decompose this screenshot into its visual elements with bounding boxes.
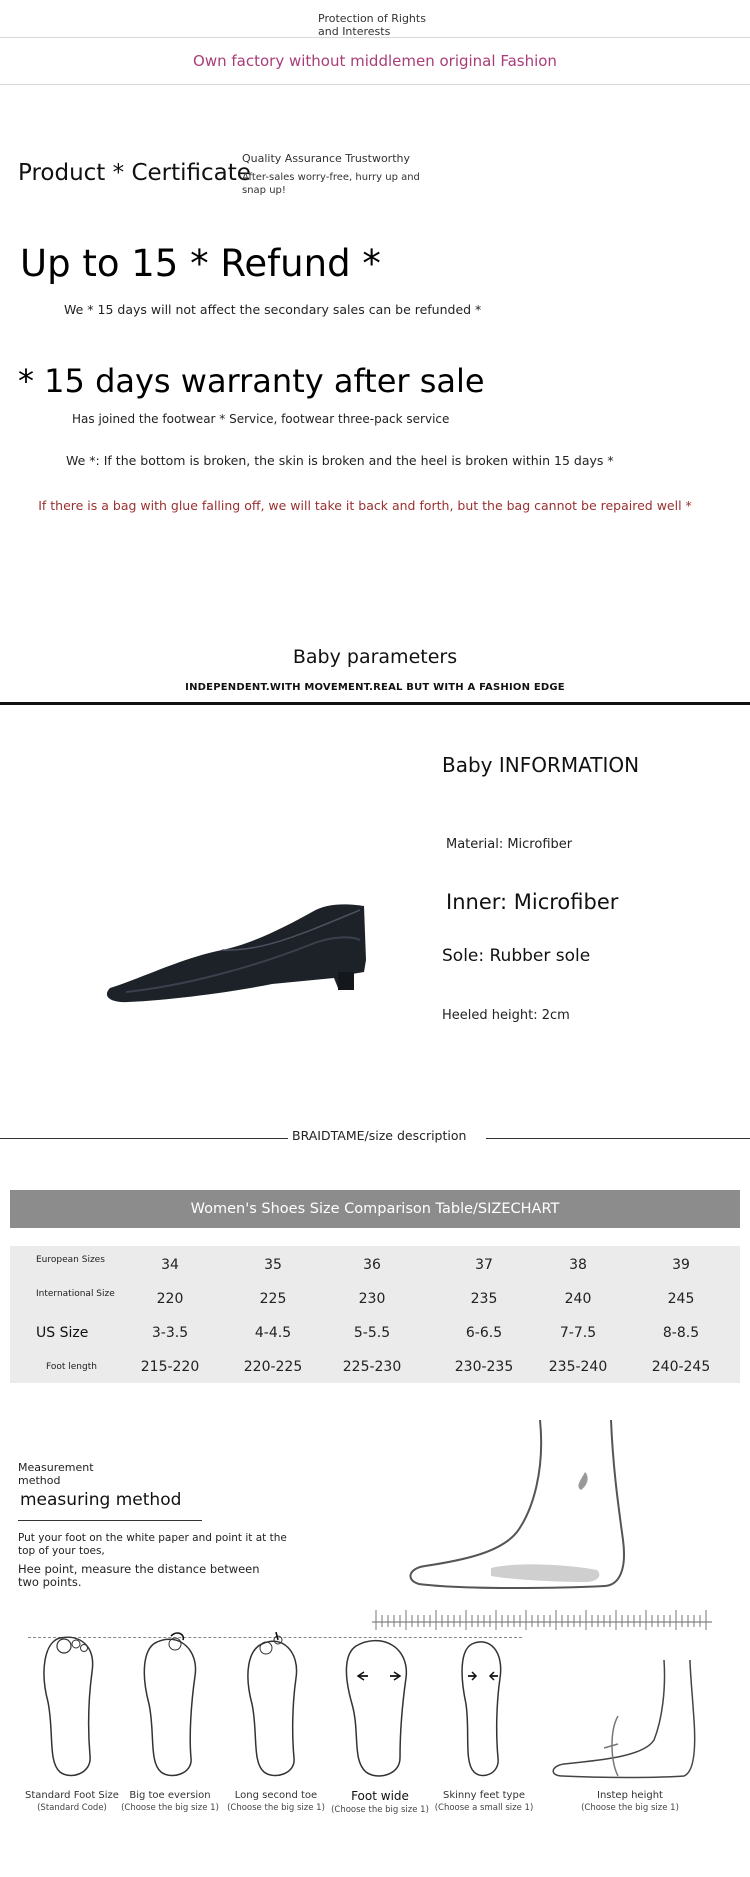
- table-row: [10, 1248, 740, 1282]
- baby-parameters-tagline: INDEPENDENT.WITH MOVEMENT.REAL BUT WITH A FASHION EDGE: [185, 682, 565, 693]
- title-underline: [18, 1520, 202, 1521]
- table-cell: 38: [569, 1257, 587, 1273]
- table-cell: 4-4.5: [254, 1325, 292, 1341]
- foot-type-standard: [22, 1790, 122, 1814]
- foot-type-name: Long second toe: [234, 1790, 318, 1801]
- after-sales-text: After-sales worry-free, hurry up and snap up!: [242, 172, 420, 196]
- foot-type-big-toe: [120, 1790, 220, 1814]
- table-cell: 225-230: [342, 1359, 402, 1375]
- table-cell: 230: [358, 1291, 386, 1307]
- foot-type-name: Foot wide: [351, 1789, 409, 1803]
- table-cell: 37: [475, 1257, 493, 1273]
- warranty-note: We *: If the bottom is broken, the skin is broken and the heel is broken within 15 days *: [66, 453, 614, 468]
- foot-wide-icon: [340, 1632, 420, 1782]
- foot-side-illustration: [405, 1420, 645, 1590]
- foot-type-second-toe: [226, 1790, 326, 1814]
- foot-type-note: (Choose a small size 1): [434, 1803, 534, 1813]
- info-sole: Sole: Rubber sole: [442, 946, 591, 966]
- size-divider: [0, 1138, 288, 1139]
- row-label: European Sizes: [36, 1255, 105, 1265]
- foot-type-name: Instep height: [597, 1790, 663, 1801]
- info-heel: Heeled height: 2cm: [442, 1008, 570, 1023]
- table-cell: 240-245: [651, 1359, 711, 1375]
- standard-foot-icon: [30, 1632, 110, 1782]
- foot-type-note: (Choose the big size 1): [227, 1803, 325, 1813]
- header-divider: [0, 84, 750, 85]
- measurement-label: [18, 1461, 94, 1487]
- table-cell: 235: [470, 1291, 498, 1307]
- table-cell: 35: [264, 1257, 282, 1273]
- quality-assurance-text: Quality Assurance Trustworthy: [242, 152, 410, 165]
- baby-parameters-title: Baby parameters: [292, 646, 458, 668]
- foot-type-wide: [330, 1790, 430, 1816]
- warranty-title: * 15 days warranty after sale: [18, 362, 485, 400]
- table-cell: 230-235: [454, 1359, 514, 1375]
- refund-note: We * 15 days will not affect the secondary sales can be refunded *: [64, 302, 482, 317]
- measuring-step: Hee point, measure the distance between two points.: [18, 1562, 260, 1589]
- skinny-foot-icon: [444, 1632, 524, 1782]
- table-cell: 225: [259, 1291, 287, 1307]
- header-title: [318, 12, 426, 38]
- measurement-label-line: method: [18, 1474, 61, 1487]
- table-cell: 5-5.5: [353, 1325, 391, 1341]
- foot-type-note: (Standard Code): [37, 1803, 107, 1813]
- ruler-icon: [372, 1600, 712, 1636]
- shoe-image: [102, 888, 382, 1018]
- measuring-step: Put your foot on the white paper and point it at the top of your toes,: [18, 1532, 287, 1557]
- info-material: Material: Microfiber: [446, 837, 573, 852]
- table-cell: 8-8.5: [662, 1325, 700, 1341]
- table-row: [10, 1282, 740, 1316]
- header-subtitle: Own factory without middlemen original Fashion: [193, 52, 557, 70]
- warranty-note: Has joined the footwear * Service, footwear three-pack service: [72, 412, 450, 426]
- table-cell: 235-240: [548, 1359, 608, 1375]
- foot-type-name: Big toe eversion: [129, 1790, 211, 1801]
- size-table-title: Women's Shoes Size Comparison Table/SIZECHART: [10, 1190, 740, 1228]
- table-cell: 215-220: [140, 1359, 200, 1375]
- refund-title: Up to 15 * Refund *: [20, 242, 381, 285]
- measurement-label-line: Measurement: [18, 1461, 94, 1474]
- row-label: US Size: [36, 1325, 89, 1341]
- size-divider: [486, 1138, 750, 1139]
- size-description-title: BRAIDTAME/size description: [292, 1128, 467, 1143]
- table-cell: 34: [161, 1257, 179, 1273]
- row-label: International Size: [36, 1289, 115, 1299]
- foot-type-name: Skinny feet type: [443, 1790, 525, 1801]
- table-cell: 7-7.5: [559, 1325, 597, 1341]
- table-cell: 240: [564, 1291, 592, 1307]
- foot-type-skinny: [434, 1790, 534, 1814]
- table-cell: 220-225: [243, 1359, 303, 1375]
- info-title: Baby INFORMATION: [442, 753, 640, 777]
- table-cell: 220: [156, 1291, 184, 1307]
- table-cell: 39: [672, 1257, 690, 1273]
- row-label: Foot length: [46, 1362, 97, 1372]
- header-title-line: Protection of Rights: [318, 12, 426, 25]
- foot-type-note: (Choose the big size 1): [121, 1803, 219, 1813]
- big-toe-eversion-icon: [133, 1632, 213, 1782]
- table-row: [10, 1316, 740, 1350]
- foot-type-name: Standard Foot Size: [25, 1790, 119, 1801]
- foot-type-note: (Choose the big size 1): [581, 1803, 679, 1813]
- table-cell: 36: [363, 1257, 381, 1273]
- section-divider: [0, 702, 750, 705]
- certificate-title: Product * Certificate: [18, 160, 251, 186]
- table-cell: 245: [667, 1291, 695, 1307]
- table-cell: 3-3.5: [151, 1325, 189, 1341]
- warranty-warning: If there is a bag with glue falling off, we will take it back and forth, but the bag cannot be repaired well *: [38, 498, 692, 513]
- instep-height-icon: [544, 1660, 704, 1780]
- foot-type-instep: [580, 1790, 680, 1814]
- size-table: [10, 1246, 740, 1383]
- measuring-method-title: measuring method: [20, 1490, 182, 1510]
- foot-type-note: (Choose the big size 1): [331, 1805, 429, 1815]
- info-inner: Inner: Microfiber: [446, 890, 619, 914]
- header-title-line: and Interests: [318, 25, 391, 38]
- table-cell: 6-6.5: [465, 1325, 503, 1341]
- long-second-toe-icon: [236, 1632, 316, 1782]
- table-row: [10, 1350, 740, 1384]
